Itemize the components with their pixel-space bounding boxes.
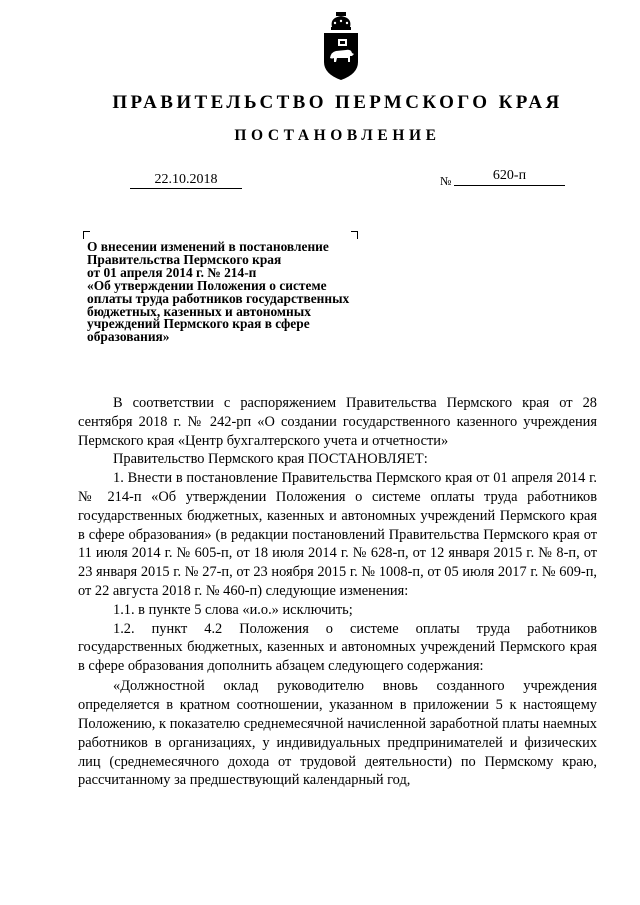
government-title: ПРАВИТЕЛЬСТВО ПЕРМСКОГО КРАЯ [112,92,563,113]
coat-of-arms-icon [321,12,361,82]
subject-line: образования» [87,329,170,345]
subject-line: «Об утверждении Положения о системе [87,277,327,293]
subject-line: оплаты труда работников государственных [87,290,350,306]
subject-corner-left [83,231,90,239]
document-type-title: ПОСТАНОВЛЕНИЕ [234,127,441,144]
subject-line: Правительства Пермского края [87,251,282,267]
subject-line: от 01 апреля 2014 г. № 214-п [87,264,257,280]
decree-number: 620-п [454,168,565,186]
subject-line: О внесении изменений в постановление [87,239,329,254]
subject-line: бюджетных, казенных и автономных [87,303,311,319]
body-paragraph-item-1: 1. Внести в постановление Правительства Пермского края от 01 апреля 2014 г. № 214-п «Об утверждении Положения о системе оплаты труда работников государственных бюджетных, казенных и автономных учреждений Пермского края в сфере образования» (в редакции постановлений Правительства Пермского края от 11 июля 2014 г. № 605-п, от 18 июля 2014 г. № 628-п, от 12 января 2015 г. № 8-п, от 23 января 2015 г. № 27-п, от 23 ноября 2015 г. № 1008-п, от 05 июля 2017 г. № 609-п, от 22 августа 2018 г. № 460-п) следующие изменения: [78,470,597,599]
body-paragraph-item-1-1: 1.1. в пункте 5 слова «и.о.» исключить; [113,601,353,618]
decree-date: 22.10.2018 [130,172,242,189]
body-paragraph-quote: «Должностной оклад руководителю вновь созданного учреждения определяется в кратном соотношении, указанном в приложении 5 к настоящему Положению, к показателю среднемесячной начисленной заработной платы наемных работников в организациях, у индивидуальных предпринимателей и физических лиц (среднемесячного дохода от трудовой деятельности) по Пермскому краю, рассчитанному за предшествующий календарный год, [78,678,597,789]
body-paragraph-item-1-2: 1.2. пункт 4.2 Положения о системе оплаты труда работников государственных бюджетных, казенных и автономных учреждений Пермского края в сфере образования дополнить абзацем следующего содержания: [78,620,597,675]
number-sign: № [440,174,452,188]
decree-body [78,394,597,790]
decree-subject [87,241,387,344]
subject-line: учреждений Пермского края в сфере [87,316,310,332]
body-paragraph-resolves: Правительство Пермского края ПОСТАНОВЛЯЕТ: [113,451,428,468]
subject-corner-right [351,231,358,239]
body-paragraph-preamble: В соответствии с распоряжением Правительства Пермского края от 28 сентября 2018 г. № 242-рп «О создании государственного казенного учреждения Пермского края «Центр бухгалтерского учета и отчетности» [78,395,597,449]
